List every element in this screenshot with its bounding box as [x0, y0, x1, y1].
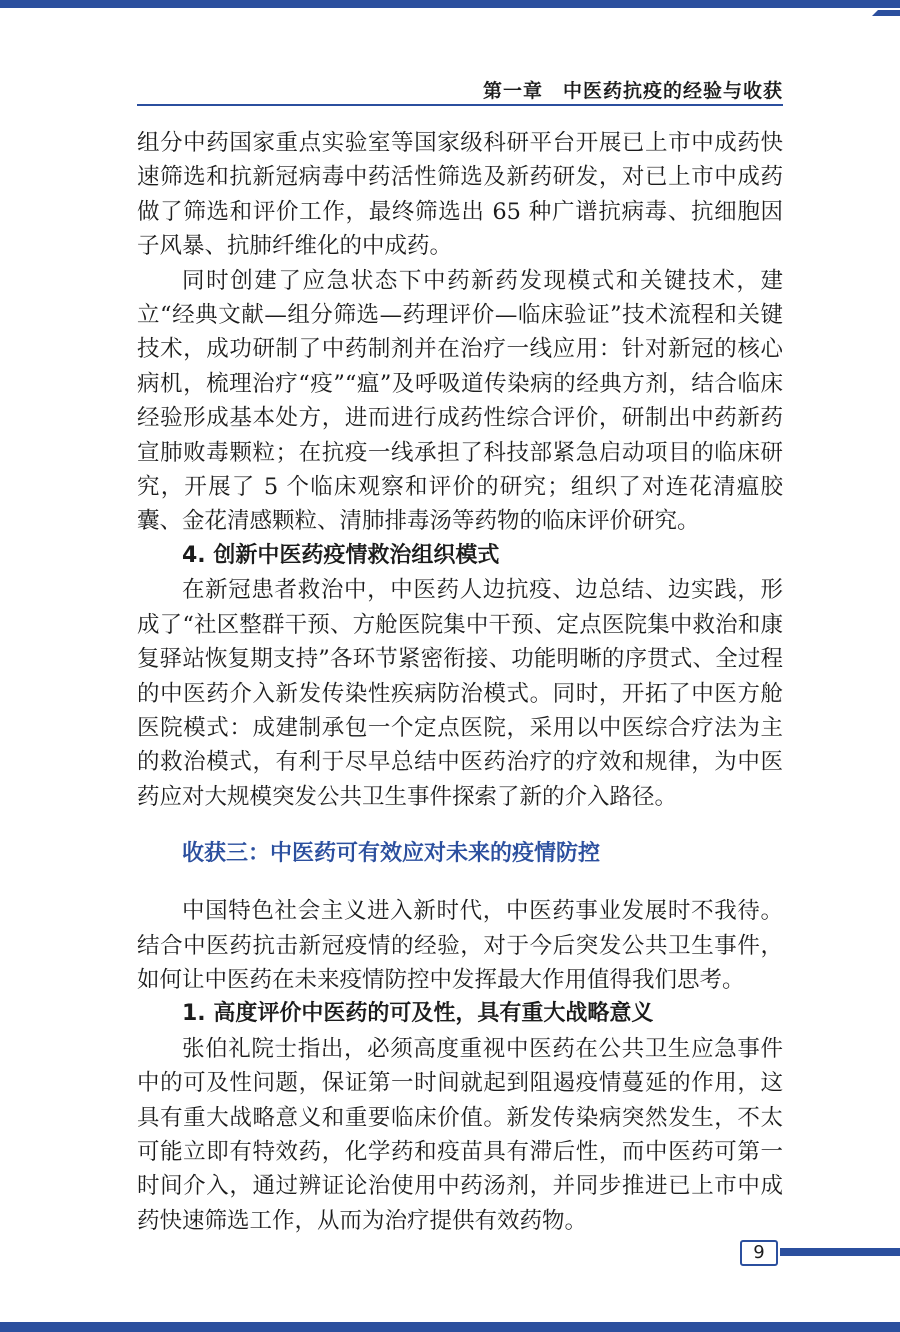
page-body	[137, 126, 783, 1238]
body-paragraph-1: 组分中药国家重点实验室等国家级科研平台开展已上市中成药快速筛选和抗新冠病毒中药活性筛选及新药研发，对已上市中成药做了筛选和评价工作，最终筛选出 65 种广谱抗病毒、抗细胞因子风暴、抗肺纤维化的中成药。	[137, 130, 783, 260]
body-paragraph-3: 在新冠患者救治中，中医药人边抗疫、边总结、边实践，形成了“社区整群干预、方舱医院集中干预、定点医院集中救治和康复驿站恢复期支持”各环节紧密衔接、功能明晰的序贯式、全过程的中医药介入新发传染性疾病防治模式。同时，开拓了中医方舱医院模式：成建制承包一个定点医院，采用以中医综合疗法为主的救治模式，有利于尽早总结中医药治疗的疗效和规律，为中医药应对大规模突发公共卫生事件探索了新的介入路径。	[137, 577, 783, 810]
chapter-title: 第一章 中医药抗疫的经验与收获	[482, 80, 783, 102]
page-number-box	[736, 1238, 782, 1266]
section-heading-harvest-3: 收获三：中医药可有效应对未来的疫情防控	[182, 840, 601, 867]
footer-decor-strip	[780, 1248, 900, 1256]
corner-decor	[872, 0, 900, 16]
top-decor-band	[0, 0, 900, 8]
running-header	[137, 70, 783, 106]
subheading-4: 4. 创新中医药疫情救治组织模式	[182, 542, 500, 568]
bottom-decor-band	[0, 1322, 900, 1332]
body-paragraph-4: 中国特色社会主义进入新时代，中医药事业发展时不我待。结合中医药抗击新冠疫情的经验，对于今后突发公共卫生事件，如何让中医药在未来疫情防控中发挥最大作用值得我们思考。	[137, 898, 783, 993]
body-paragraph-2: 同时创建了应急状态下中药新药发现模式和关键技术，建立“经典文献—组分筛选—药理评价—临床验证”技术流程和关键技术，成功研制了中药制剂并在治疗一线应用：针对新冠的核心病机，梳理治疗“疫”“瘟”及呼吸道传染病的经典方剂，结合临床经验形成基本处方，进而进行成药性综合评价，研制出中药新药宣肺败毒颗粒；在抗疫一线承担了科技部紧急启动项目的临床研究，开展了 5 个临床观察和评价的研究；组织了对连花清瘟胶囊、金花清感颗粒、清肺排毒汤等药物的临床评价研究。	[137, 267, 783, 535]
subheading-1: 1. 高度评价中医药的可及性，具有重大战略意义	[182, 1001, 654, 1027]
body-paragraph-5: 张伯礼院士指出，必须高度重视中医药在公共卫生应急事件中的可及性问题，保证第一时间就起到阻遏疫情蔓延的作用，这具有重大战略意义和重要临床价值。新发传染病突然发生，不太可能立即有特效药，化学药和疫苗具有滞后性，而中医药可第一时间介入，通过辨证论治使用中药汤剂，并同步推进已上市中成药快速筛选工作，从而为治疗提供有效药物。	[137, 1035, 783, 1234]
page-number: 9	[740, 1240, 778, 1266]
